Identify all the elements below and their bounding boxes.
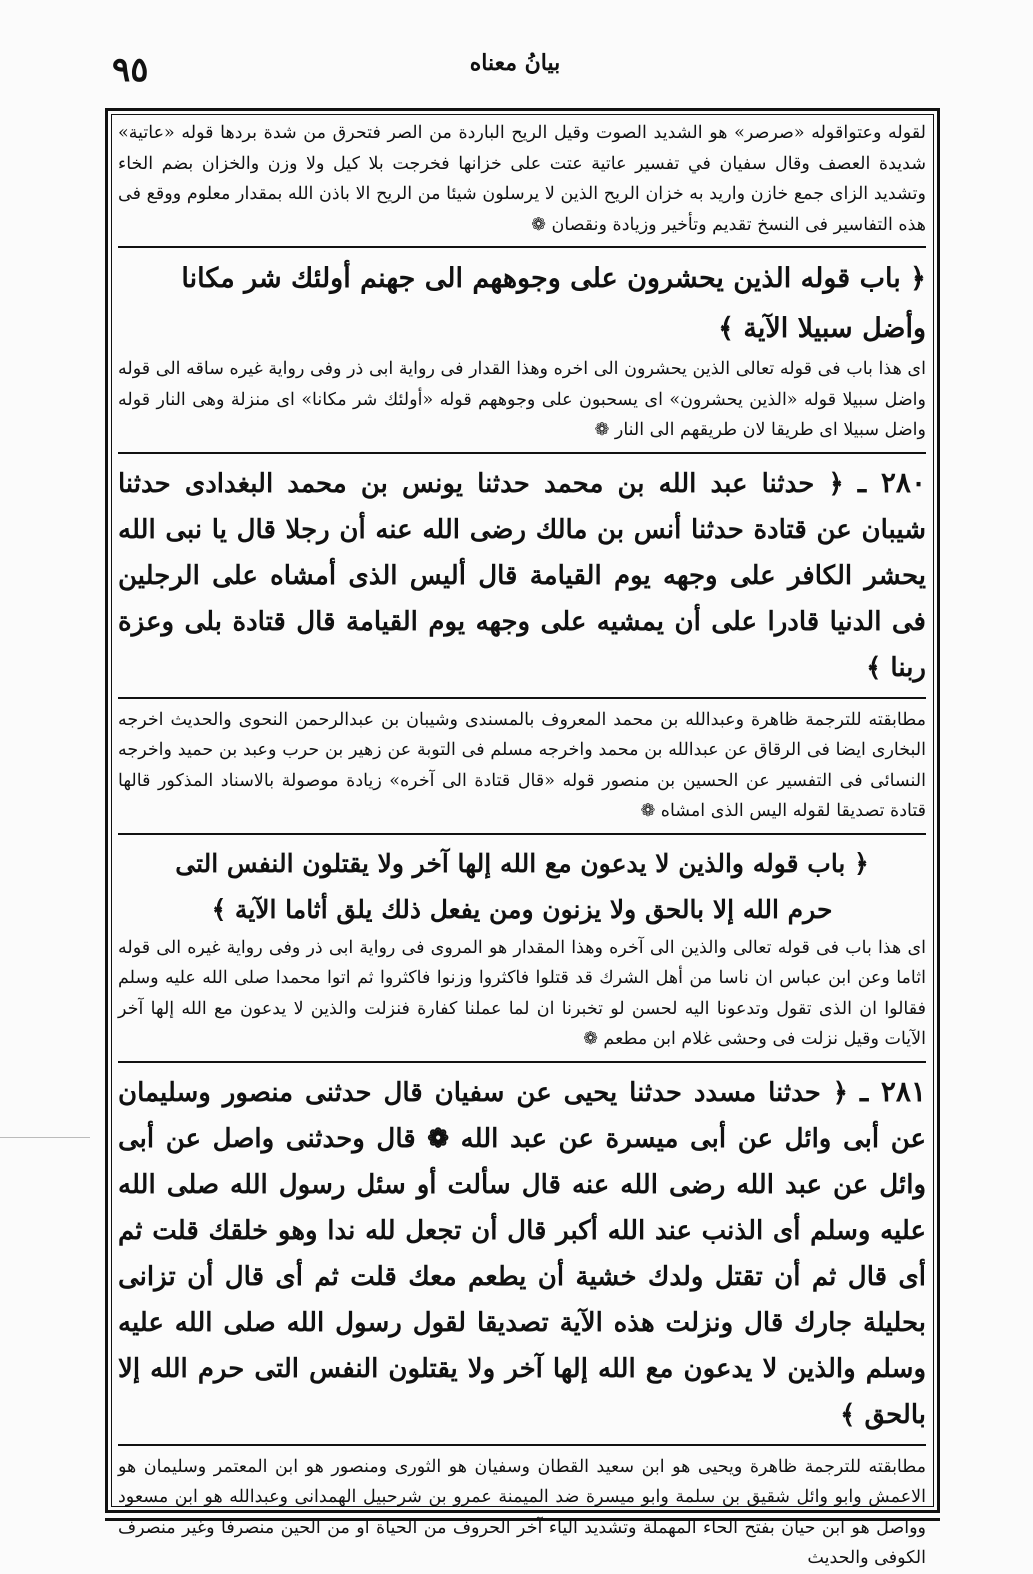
divider: [118, 833, 926, 835]
commentary-paragraph-4: اى هذا باب فى قوله تعالى والذين الى آخره وهذا المقدار هو المروى فى رواية ابى ذر وفى رواية غيره الى قوله اثاما وعن ابن عباس ان ناسا من أهل الشرك قد قتلوا فاكثروا وزنوا فاكثروا ثم اتوا محمدا صلى الله عليه وسلم فقالوا ان الذى تقول وتدعونا اليه لحسن لو تخبرنا ان لما عملنا كفارة فنزلت والذين لا يدعون مع الله إلها آخر الآيات وقيل نزلت فى وحشى غلام ابن مطعم ❁: [118, 937, 926, 1049]
divider: [118, 1061, 926, 1063]
commentary-paragraph-1: لقوله وعتواقوله «صرصر» هو الشديد الصوت وقيل الريح الباردة من الصر فتحرق من شدة بردها قوله «عاتية» شديدة العصف وقال سفيان في تفسير عاتية عتت على خزانها فخرجت بلا كيل ولا وزن والخزان بضم الخاء وتشديد الزاى جمع خازن واريد به خزان الريح الذين لا يرسلون شيئا من الريح الا باذن الله بمقدار معلوم ووقع فى هذه التفاسير فى النسخ تقديم وتأخير وزيادة ونقصان ❁: [118, 123, 926, 235]
page-content: [118, 118, 926, 1574]
running-header-title: بيانُ معناه: [469, 50, 561, 76]
divider: [118, 697, 926, 699]
hadith-text: ﴿ حدثنا مسدد حدثنا يحيى عن سفيان قال حدثنى منصور وسليمان عن أبى وائل عن أبى ميسرة عن عبد الله ❁ قال وحدثنى واصل عن أبى وائل عن عبد الله رضى الله عنه قال سألت أو سئل رسول الله صلى الله عليه وسلم أى الذنب عند الله أكبر قال أن تجعل لله ندا وهو خلقك قلت ثم أى قال ثم أن تقتل ولدك خشية أن يطعم معك قلت ثم أى قال أن تزانى بحليلة جارك قال ونزلت هذه الآية تصديقا لقول رسول الله صلى الله عليه وسلم والذين لا يدعون مع الله إلها آخر ولا يقتلون النفس التى حرم الله إلا بالحق ﴾: [118, 1077, 926, 1430]
hadith-number: ٢٨١ ـ: [860, 1074, 926, 1108]
hadith-280: [118, 460, 926, 691]
chapter-heading-2-line-1: ﴿ باب قوله والذين لا يدعون مع الله إلها آخر ولا يقتلون النفس التى: [175, 848, 869, 878]
margin-mark: [0, 1137, 90, 1138]
divider: [118, 1444, 926, 1446]
chapter-heading-2-line-2: حرم الله إلا بالحق ولا يزنون ومن يفعل ذلك يلق أثاما الآية ﴾: [211, 894, 833, 924]
chapter-heading-1: ﴿ باب قوله الذين يحشرون على وجوههم الى جهنم أولئك شر مكانا وأضل سبيلا الآية ﴾: [181, 263, 926, 344]
page-number: ٩٥: [112, 50, 149, 90]
divider: [118, 246, 926, 248]
commentary-paragraph-5: مطابقته للترجمة ظاهرة ويحيى هو ابن سعيد القطان وسفيان هو الثورى ومنصور هو ابن المعتمر وسليمان هو الاعمش وابو وائل شقيق بن سلمة وابو ميسرة ضد الميمنة عمرو بن شرحبيل الهمدانى وعبدالله هو ابن مسعود وواصل هو ابن حيان بفتح الحاء المهملة وتشديد الياء آخر الحروف من الحياة او من الحين منصرفا وغير منصرف الكوفى والحديث: [118, 1456, 926, 1568]
commentary-paragraph-3: مطابقته للترجمة ظاهرة وعبدالله بن محمد المعروف بالمسندى وشيبان بن عبدالرحمن النحوى والحديث اخرجه البخارى ايضا فى الرقاق عن عبدالله بن محمد واخرجه مسلم فى التوبة عن زهير بن حرب وعبد بن حميد واخرجه النسائى فى التفسير عن الحسين بن منصور قوله «قال قتادة الى آخره» زيادة موصولة بالاسناد المذكور قالها قتادة تصديقا لقوله اليس الذى امشاه ❁: [118, 709, 926, 821]
hadith-281: [118, 1069, 926, 1438]
hadith-number: ٢٨٠ ـ: [857, 465, 926, 499]
hadith-text: ﴿ حدثنا عبد الله بن محمد حدثنا يونس بن محمد البغدادى حدثنا شيبان عن قتادة حدثنا أنس بن مالك رضى الله عنه أن رجلا قال يا نبى الله يحشر الكافر على وجهه يوم القيامة قال أليس الذى أمشاه على الرجلين فى الدنيا قادرا على أن يمشيه على وجهه يوم القيامة قال قتادة بلى وعزة ربنا ﴾: [118, 468, 926, 683]
divider: [118, 452, 926, 454]
commentary-paragraph-2: اى هذا باب فى قوله تعالى الذين يحشرون الى اخره وهذا القدار فى رواية ابى ذر وفى رواية غيره ساقه الى قوله واضل سبيلا قوله «الذين يحشرون» اى يسحبون على وجوههم قوله «أولئك شر مكانا» اى منزلة وهى النار قوله واضل سبيلا اى طريقا لان طريقهم الى النار ❁: [118, 359, 926, 440]
footer-rule: [105, 1518, 940, 1521]
